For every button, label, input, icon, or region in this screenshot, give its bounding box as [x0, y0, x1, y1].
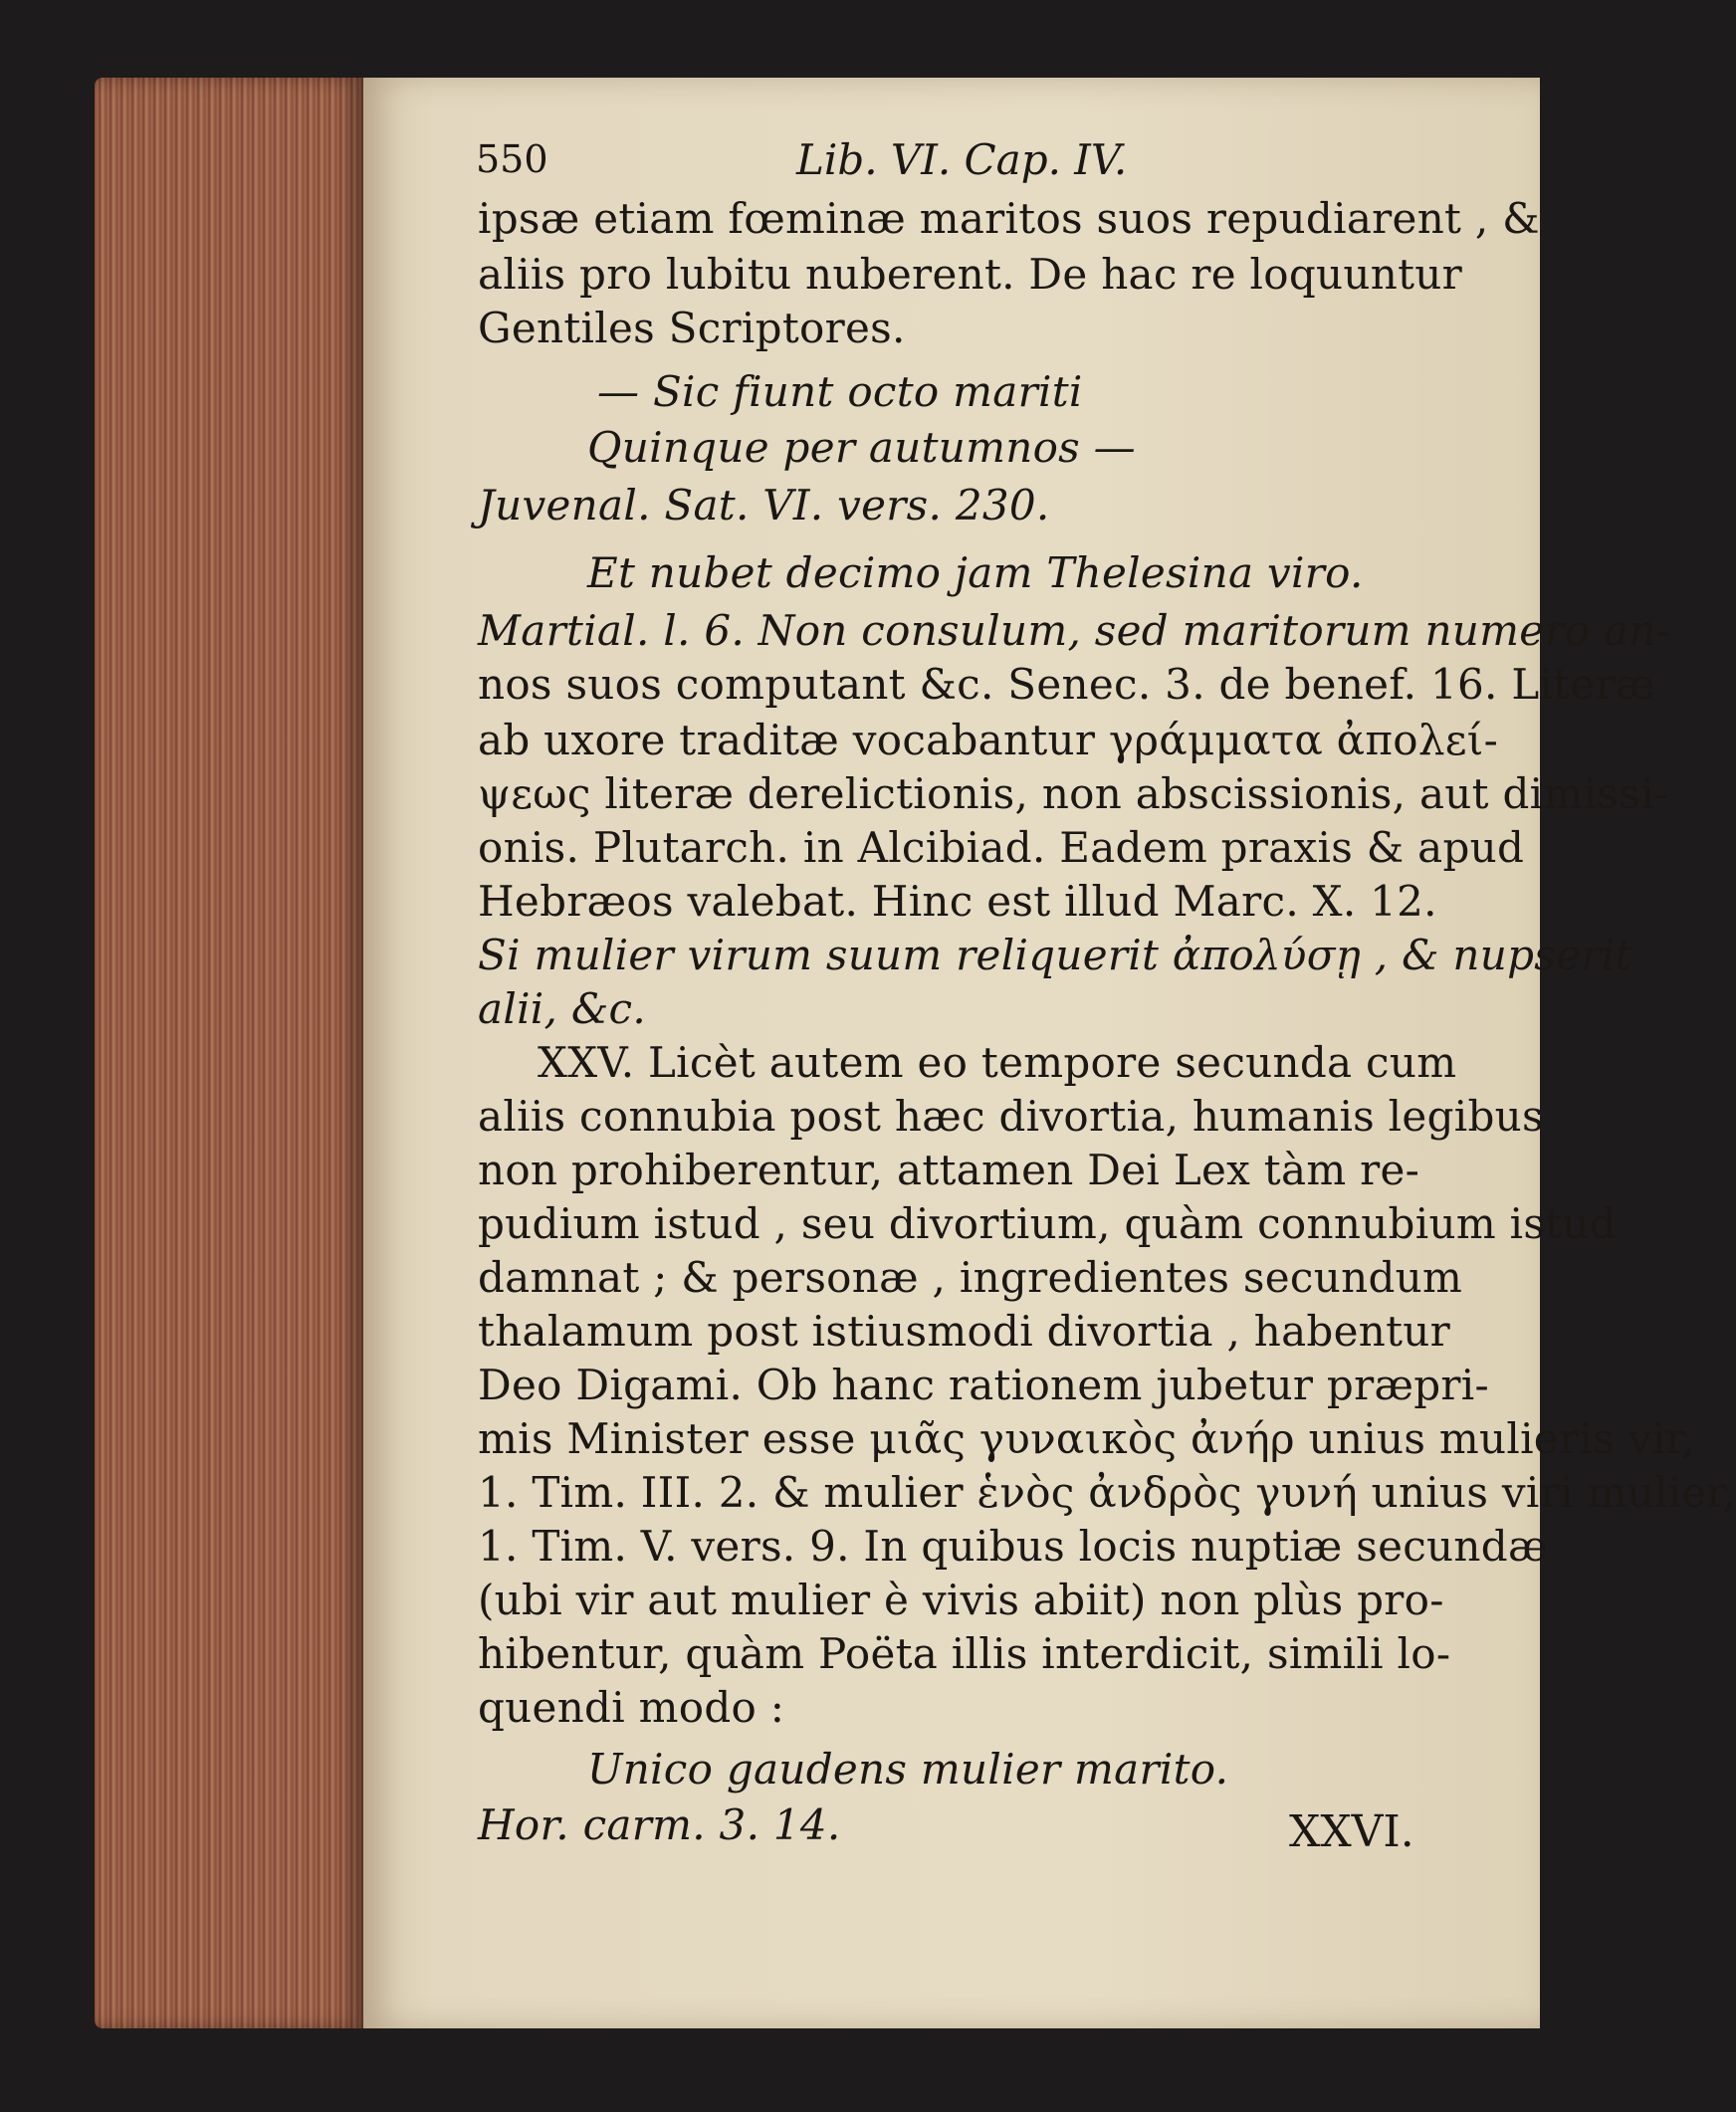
- text-line: hibentur, quàm Poëta illis interdicit, simili lo-: [478, 1629, 1451, 1678]
- text-line: pudium istud , seu divortium, quàm connubium istud: [478, 1199, 1617, 1248]
- running-title: Lib. VI. Cap. IV.: [796, 135, 1128, 184]
- verse-line: — Sic fiunt octo mariti: [597, 367, 1083, 416]
- catchword: XXVI.: [1289, 1806, 1414, 1857]
- text-line: quendi modo :: [478, 1683, 785, 1732]
- page-number: 550: [476, 137, 548, 181]
- text-line: (ubi vir aut mulier è vivis abiit) non plùs pro-: [478, 1576, 1444, 1624]
- text-line: mis Minister esse μιᾶς γυναικὸς ἀνήρ unius mulieris vir,: [478, 1414, 1695, 1463]
- text-line: 1. Tim. III. 2. & mulier ἑνὸς ἀνδρὸς γυνή unius viri mulier,: [478, 1468, 1736, 1517]
- verse-line: Quinque per autumnos —: [587, 423, 1136, 472]
- text-line: ab uxore traditæ vocabantur γράμματα ἀπολεί-: [478, 716, 1499, 764]
- text-line: onis. Plutarch. in Alcibiad. Eadem praxis & apud: [478, 823, 1525, 872]
- text-line: Si mulier virum suum reliquerit ἀπολύσῃ , & nupserit: [478, 931, 1632, 979]
- citation-line: Juvenal. Sat. VI. vers. 230.: [478, 481, 1050, 529]
- verse-line: Et nubet decimo jam Thelesina viro.: [587, 548, 1364, 597]
- text-line: nos suos computant &c. Senec. 3. de benef. 16. Literæ: [478, 660, 1655, 709]
- book-page-edges: [95, 78, 363, 2028]
- text-line: ipsæ etiam fœminæ maritos suos repudiarent , &: [478, 194, 1540, 243]
- text-line: damnat ; & personæ , ingredientes secundum: [478, 1253, 1463, 1302]
- text-line: ψεως literæ derelictionis, non abscissionis, aut dimissi-: [478, 769, 1669, 818]
- text-line: 1. Tim. V. vers. 9. In quibus locis nuptiæ secundæ: [478, 1522, 1548, 1571]
- text-line: alii, &c.: [478, 984, 646, 1033]
- text-line: Martial. l. 6. Non consulum, sed maritorum numero an-: [478, 606, 1671, 655]
- text-line: aliis pro lubitu nuberent. De hac re loquuntur: [478, 250, 1463, 299]
- paragraph-start: XXV. Licèt autem eo tempore secunda cum: [538, 1038, 1457, 1087]
- text-line: thalamum post istiusmodi divortia , habentur: [478, 1307, 1451, 1356]
- text-line: Deo Digami. Ob hanc rationem jubetur præpri-: [478, 1361, 1490, 1409]
- text-line: Hebræos valebat. Hinc est illud Marc. X. 12.: [478, 877, 1437, 926]
- text-line: Gentiles Scriptores.: [478, 304, 906, 352]
- text-line: non prohiberentur, attamen Dei Lex tàm re-: [478, 1146, 1420, 1194]
- verse-line: Unico gaudens mulier marito.: [587, 1745, 1229, 1794]
- citation-line: Hor. carm. 3. 14.: [478, 1800, 841, 1849]
- text-line: aliis connubia post hæc divortia, humanis legibus: [478, 1092, 1544, 1141]
